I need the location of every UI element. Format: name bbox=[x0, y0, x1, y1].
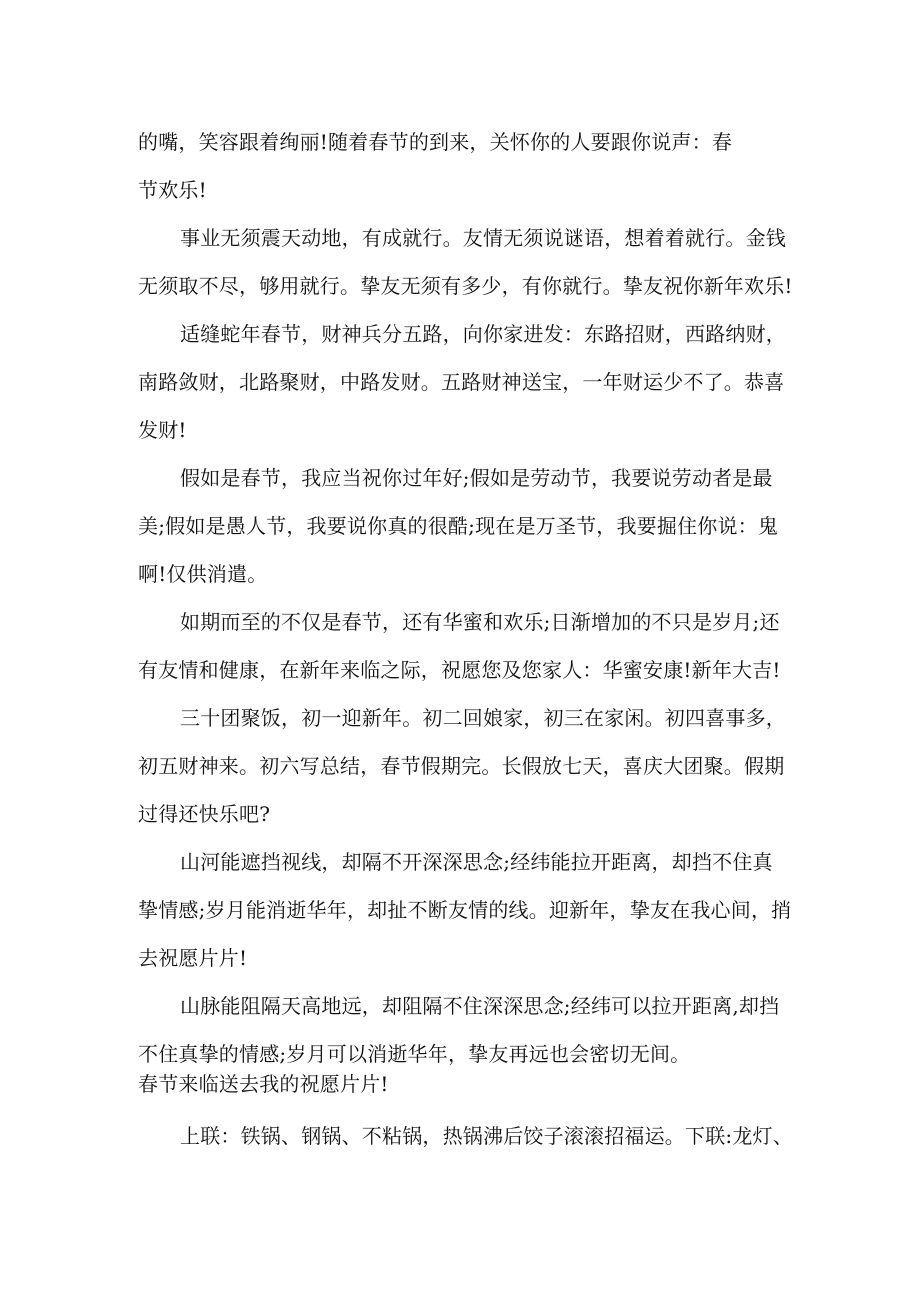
paragraph-start-line: 山河能遮挡视线，却隔不开深深思念;经纬能拉开距离，却挡不住真 bbox=[180, 850, 773, 874]
text-line: 春节来临送去我的祝愿片片! bbox=[138, 1072, 389, 1096]
text-line: 的嘴，笑容跟着绚丽!随着春节的到来，关怀你的人要跟你说声：春 bbox=[138, 130, 733, 154]
text-line: 节欢乐! bbox=[138, 178, 207, 202]
paragraph-start-line: 适缝蛇年春节，财神兵分五路，向你家进发：东路招财，西路纳财， bbox=[180, 322, 786, 346]
text-line: 发财! bbox=[138, 418, 187, 442]
paragraph-start-line: 山脉能阻隔天高地远，却阻隔不住深深思念;经纬可以拉开距离,却挡 bbox=[180, 994, 780, 1018]
text-line: 美;假如是愚人节，我要说你真的很酷;现在是万圣节，我要掘住你说：鬼 bbox=[138, 514, 779, 538]
paragraph-start-line: 假如是春节，我应当祝你过年好;假如是劳动节，我要说劳动者是最 bbox=[180, 466, 773, 490]
text-line: 有友情和健康，在新年来临之际，祝愿您及您家人：华蜜安康!新年大吉! bbox=[138, 658, 781, 682]
text-line: 无须取不尽，够用就行。挚友无须有多少，有你就行。挚友祝你新年欢乐! bbox=[138, 274, 793, 298]
text-line: 不住真挚的情感;岁月可以消逝华年，挚友再远也会密切无间。 bbox=[138, 1042, 691, 1066]
text-line: 挚情感;岁月能消逝华年，却扯不断友情的线。迎新年，挚友在我心间，捎 bbox=[138, 898, 792, 922]
paragraph-start-line: 如期而至的不仅是春节，还有华蜜和欢乐;日渐增加的不只是岁月;还 bbox=[180, 610, 780, 634]
text-line: 去祝愿片片! bbox=[138, 946, 248, 970]
paragraph-start-line: 三十团聚饭，初一迎新年。初二回娘家，初三在家闲。初四喜事多， bbox=[180, 706, 786, 730]
paragraph-start-line: 上联：铁锅、钢锅、不粘锅，热锅沸后饺子滚滚招福运。下联:龙灯、 bbox=[180, 1124, 793, 1148]
text-line: 过得还快乐吧? bbox=[138, 802, 271, 826]
text-line: 啊!仅供消遣。 bbox=[138, 562, 268, 586]
text-line: 初五财神来。初六写总结，春节假期完。长假放七天，喜庆大团聚。假期 bbox=[138, 754, 785, 778]
paragraph-start-line: 事业无须震天动地，有成就行。友情无须说谜语，想着着就行。金钱 bbox=[180, 226, 786, 250]
text-line: 南路敛财，北路聚财，中路发财。五路财神送宝，一年财运少不了。恭喜 bbox=[138, 370, 785, 394]
